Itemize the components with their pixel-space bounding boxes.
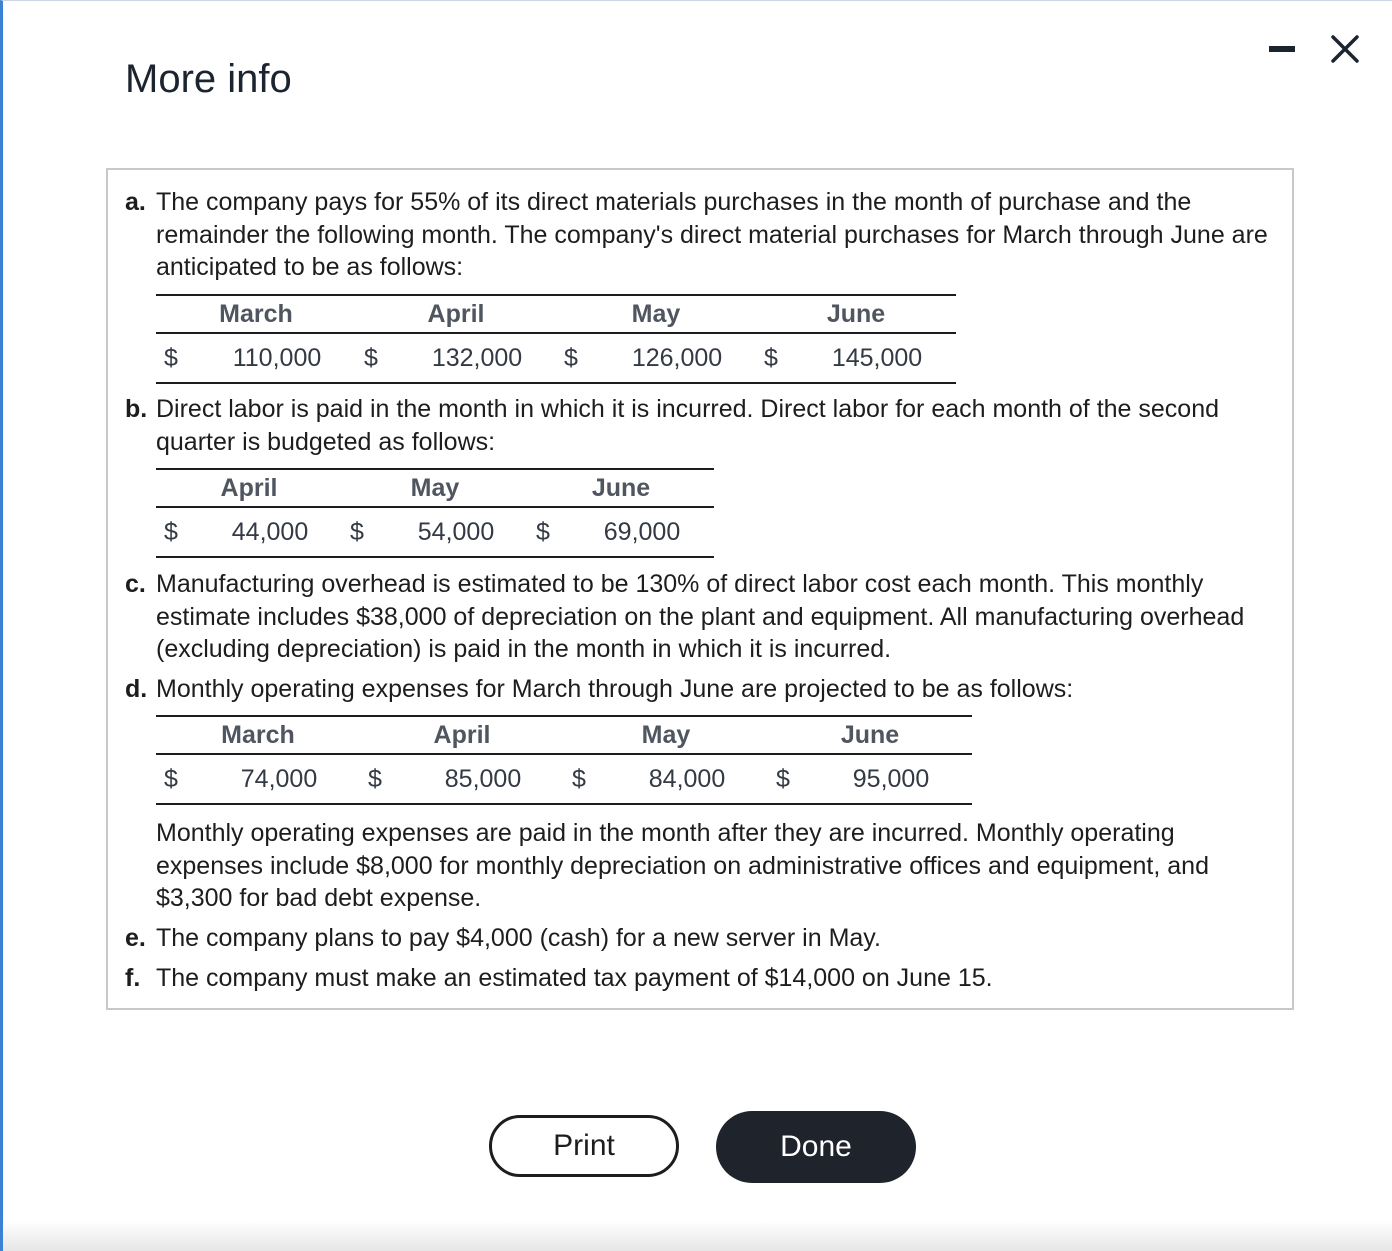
column-header: March [156, 295, 356, 333]
currency-symbol: $ [768, 754, 810, 804]
direct-labor-table [156, 468, 714, 558]
materials-purchases-table [156, 294, 956, 384]
table-cell: 74,000 [198, 754, 360, 804]
item-e [125, 922, 1285, 955]
currency-symbol: $ [156, 754, 198, 804]
item-f [125, 962, 1285, 995]
column-header: May [564, 716, 768, 754]
column-header: May [342, 469, 528, 507]
table-row [156, 333, 956, 383]
table-cell: 110,000 [198, 333, 356, 383]
currency-symbol: $ [342, 507, 384, 557]
item-c-letter: c. [125, 570, 146, 598]
table-cell: 95,000 [810, 754, 972, 804]
item-c [125, 568, 1285, 666]
column-header: April [356, 295, 556, 333]
item-f-letter: f. [125, 964, 141, 992]
column-header: June [768, 716, 972, 754]
item-a-text: The company pays for 55% of its direct materials purchases in the month of purchase and the remainder the following month. The company's direct material purchases for March through June are anticipated to be as follows: [156, 188, 1268, 281]
item-e-letter: e. [125, 924, 146, 952]
item-a-letter: a. [125, 188, 146, 216]
currency-symbol: $ [156, 333, 198, 383]
column-header: April [360, 716, 564, 754]
column-header: May [556, 295, 756, 333]
item-b-letter: b. [125, 395, 148, 423]
column-header: June [528, 469, 714, 507]
table-cell: 85,000 [402, 754, 564, 804]
close-button[interactable] [1325, 29, 1365, 69]
table-cell: 44,000 [198, 507, 342, 557]
item-f-text: The company must make an estimated tax payment of $14,000 on June 15. [156, 964, 993, 992]
table-cell: 69,000 [570, 507, 714, 557]
table-cell: 126,000 [598, 333, 756, 383]
column-header: March [156, 716, 360, 754]
item-b-text: Direct labor is paid in the month in which it is incurred. Direct labor for each month of the second quarter is budgeted as follows: [156, 395, 1220, 456]
close-icon [1325, 29, 1365, 69]
currency-symbol: $ [156, 507, 198, 557]
item-a [125, 186, 1285, 284]
item-c-text: Manufacturing overhead is estimated to be 130% of direct labor cost each month. This monthly estimate includes $38,000 of depreciation on the plant and equipment. All manufacturing overhead (excluding depreciation) is paid in the month in which it is incurred. [156, 570, 1245, 663]
item-d [125, 673, 1285, 706]
table-header-row [156, 469, 714, 507]
item-e-text: The company plans to pay $4,000 (cash) for a new server in May. [156, 924, 881, 952]
currency-symbol: $ [564, 754, 606, 804]
table-cell: 145,000 [798, 333, 956, 383]
currency-symbol: $ [528, 507, 570, 557]
item-b [125, 393, 1285, 458]
minimize-icon [1269, 46, 1295, 52]
minimize-button[interactable] [1265, 33, 1299, 63]
operating-expenses-table [156, 715, 972, 805]
currency-symbol: $ [360, 754, 402, 804]
item-d-note [125, 817, 1285, 915]
done-button[interactable]: Done [716, 1111, 916, 1183]
item-d-letter: d. [125, 675, 148, 703]
table-header-row [156, 716, 972, 754]
table-row [156, 754, 972, 804]
table-cell: 84,000 [606, 754, 768, 804]
table-header-row [156, 295, 956, 333]
table-cell: 54,000 [384, 507, 528, 557]
table-cell: 132,000 [398, 333, 556, 383]
info-content-box [106, 168, 1294, 1010]
dialog-bottom-edge [3, 1221, 1392, 1251]
currency-symbol: $ [556, 333, 598, 383]
column-header: June [756, 295, 956, 333]
table-row [156, 507, 714, 557]
item-d-note-text: Monthly operating expenses are paid in the month after they are incurred. Monthly operating expenses include $8,000 for monthly depreciation on administrative offices and equipment, and $3,300 for bad debt expense. [156, 819, 1209, 912]
item-d-text: Monthly operating expenses for March through June are projected to be as follows: [156, 675, 1074, 703]
dialog-title: More info [125, 57, 292, 101]
currency-symbol: $ [356, 333, 398, 383]
column-header: April [156, 469, 342, 507]
print-button[interactable]: Print [489, 1115, 679, 1177]
currency-symbol: $ [756, 333, 798, 383]
